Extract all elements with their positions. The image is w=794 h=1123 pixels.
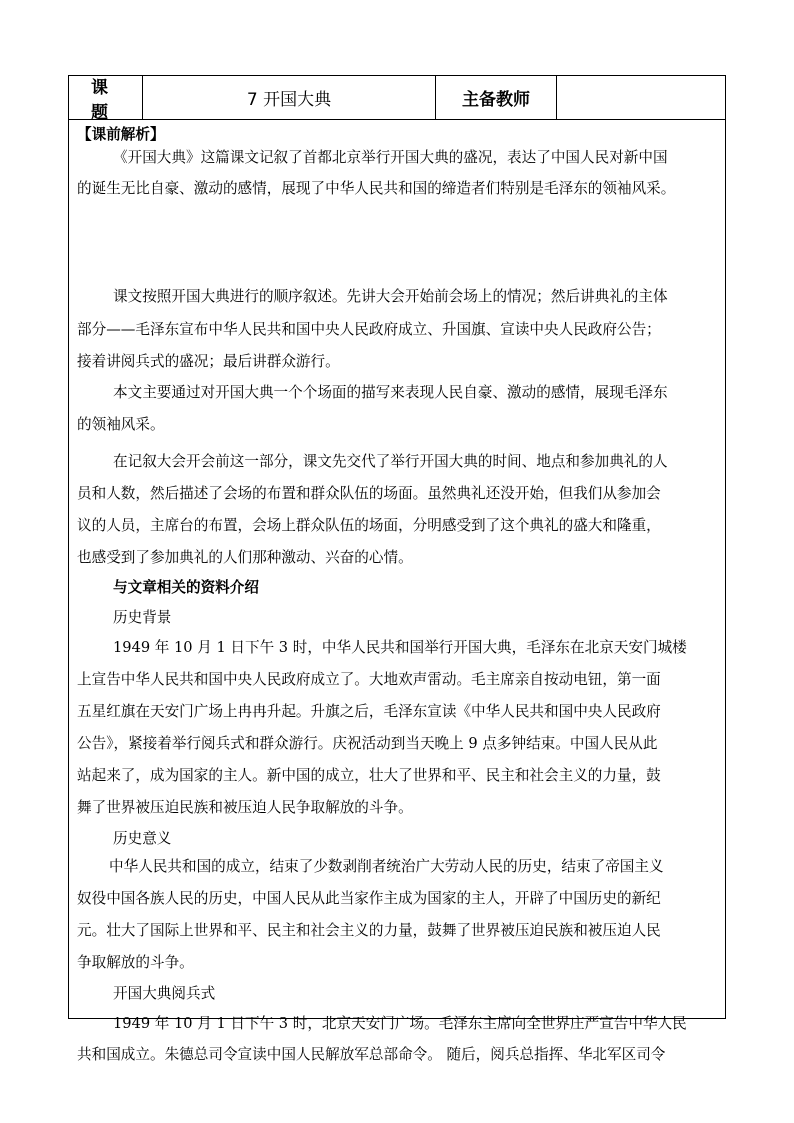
paragraph-line: 《开国大典》这篇课文记叙了首都北京举行开国大典的盛况，表达了中国人民对新中国: [113, 149, 668, 166]
paragraph-line: 五星红旗在天安门广场上冉冉升起。升旗之后，毛泽东宣读《中华人民共和国中央人民政府: [77, 703, 661, 720]
paragraph-line: 接着讲阅兵式的盛况；最后讲群众游行。: [77, 353, 340, 370]
paragraph-line: 员和人数，然后描述了会场的布置和群众队伍的场面。虽然典礼还没开始，但我们从参加会: [77, 485, 661, 502]
paragraph-line: 的诞生无比自豪、激动的感情，展现了中华人民共和国的缔造者们特别是毛泽东的领袖风采。: [77, 180, 676, 197]
paragraph-line: 本文主要通过对开国大典一个个场面的描写来表现人民自豪、激动的感情，展现毛泽东: [113, 384, 668, 401]
parade-heading: 开国大典阅兵式: [113, 985, 216, 1002]
header-row: [69, 76, 725, 123]
significance-heading: 历史意义: [113, 830, 172, 847]
lesson-title-cell: [143, 76, 436, 119]
paragraph-line: 中华人民共和国的成立，结束了少数剥削者统治广大劳动人民的历史，结束了帝国主义: [109, 858, 664, 875]
paragraph-line: 元。壮大了国际上世界和平、民主和社会主义的力量，鼓舞了世界被压迫民族和被压迫人民: [77, 922, 661, 939]
paragraph-line: 议的人员，主席台的布置，会场上群众队伍的场面，分明感受到了这个典礼的盛大和隆重，: [77, 517, 661, 534]
paragraph-line: 共和国成立。朱德总司令宣读中国人民解放军总部命令。 随后，阅兵总指挥、华北军区司令: [77, 1046, 666, 1063]
subject-label-cell: [69, 76, 143, 123]
paragraph-line: 争取解放的斗争。: [77, 954, 194, 971]
section-heading: 【课前解析】: [77, 126, 165, 143]
paragraph-line: 舞了世界被压迫民族和被压迫人民争取解放的斗争。: [77, 799, 413, 816]
teacher-value-cell[interactable]: [557, 76, 725, 119]
subject-label: 课 题: [91, 77, 130, 123]
lesson-title: 7 开国大典: [246, 90, 332, 110]
paragraph-line: 的领袖风采。: [77, 416, 165, 433]
paragraph-line: 在记叙大会开会前这一部分，课文先交代了举行开国大典的时间、地点和参加典礼的人: [113, 453, 668, 470]
paragraph-line: 部分——毛泽东宣布中华人民共和国中央人民政府成立、升国旗、宣读中央人民政府公告；: [77, 321, 661, 338]
paragraph-line: 站起来了，成为国家的主人。新中国的成立，壮大了世界和平、民主和社会主义的力量，鼓: [77, 767, 661, 784]
teacher-label: 主备教师: [462, 90, 530, 110]
paragraph-line: 奴役中国各族人民的历史，中国人民从此当家作主成为国家的主人，开辟了中国历史的新纪: [77, 890, 661, 907]
paragraph-line: 课文按照开国大典进行的顺序叙述。先讲大会开始前会场上的情况；然后讲典礼的主体: [113, 288, 668, 305]
lesson-plan-table: [68, 75, 726, 1063]
paragraph-line: 也感受到了参加典礼的人们那种激动、兴奋的心情。: [77, 549, 413, 566]
paragraph-line: 1949 年 10 月 1 日下午 3 时，中华人民共和国举行开国大典，毛泽东在北京天安门城楼: [113, 639, 687, 656]
background-heading: 历史背景: [113, 609, 172, 626]
paragraph-line: 上宣告中华人民共和国中央人民政府成立了。大地欢声雷动。毛主席亲自按动电钮，第一面: [77, 671, 661, 688]
paragraph-line: 1949 年 10 月 1 日下午 3 时，北京天安门广场。毛泽东主席向全世界庄严宣告中华人民: [113, 1015, 687, 1032]
materials-heading: 与文章相关的资料介绍: [113, 579, 259, 596]
paragraph-line: 公告》，紧接着举行阅兵式和群众游行。庆祝活动到当天晚上 9 点多钟结束。中国人民从此: [77, 735, 658, 752]
teacher-label-cell: [436, 76, 557, 119]
